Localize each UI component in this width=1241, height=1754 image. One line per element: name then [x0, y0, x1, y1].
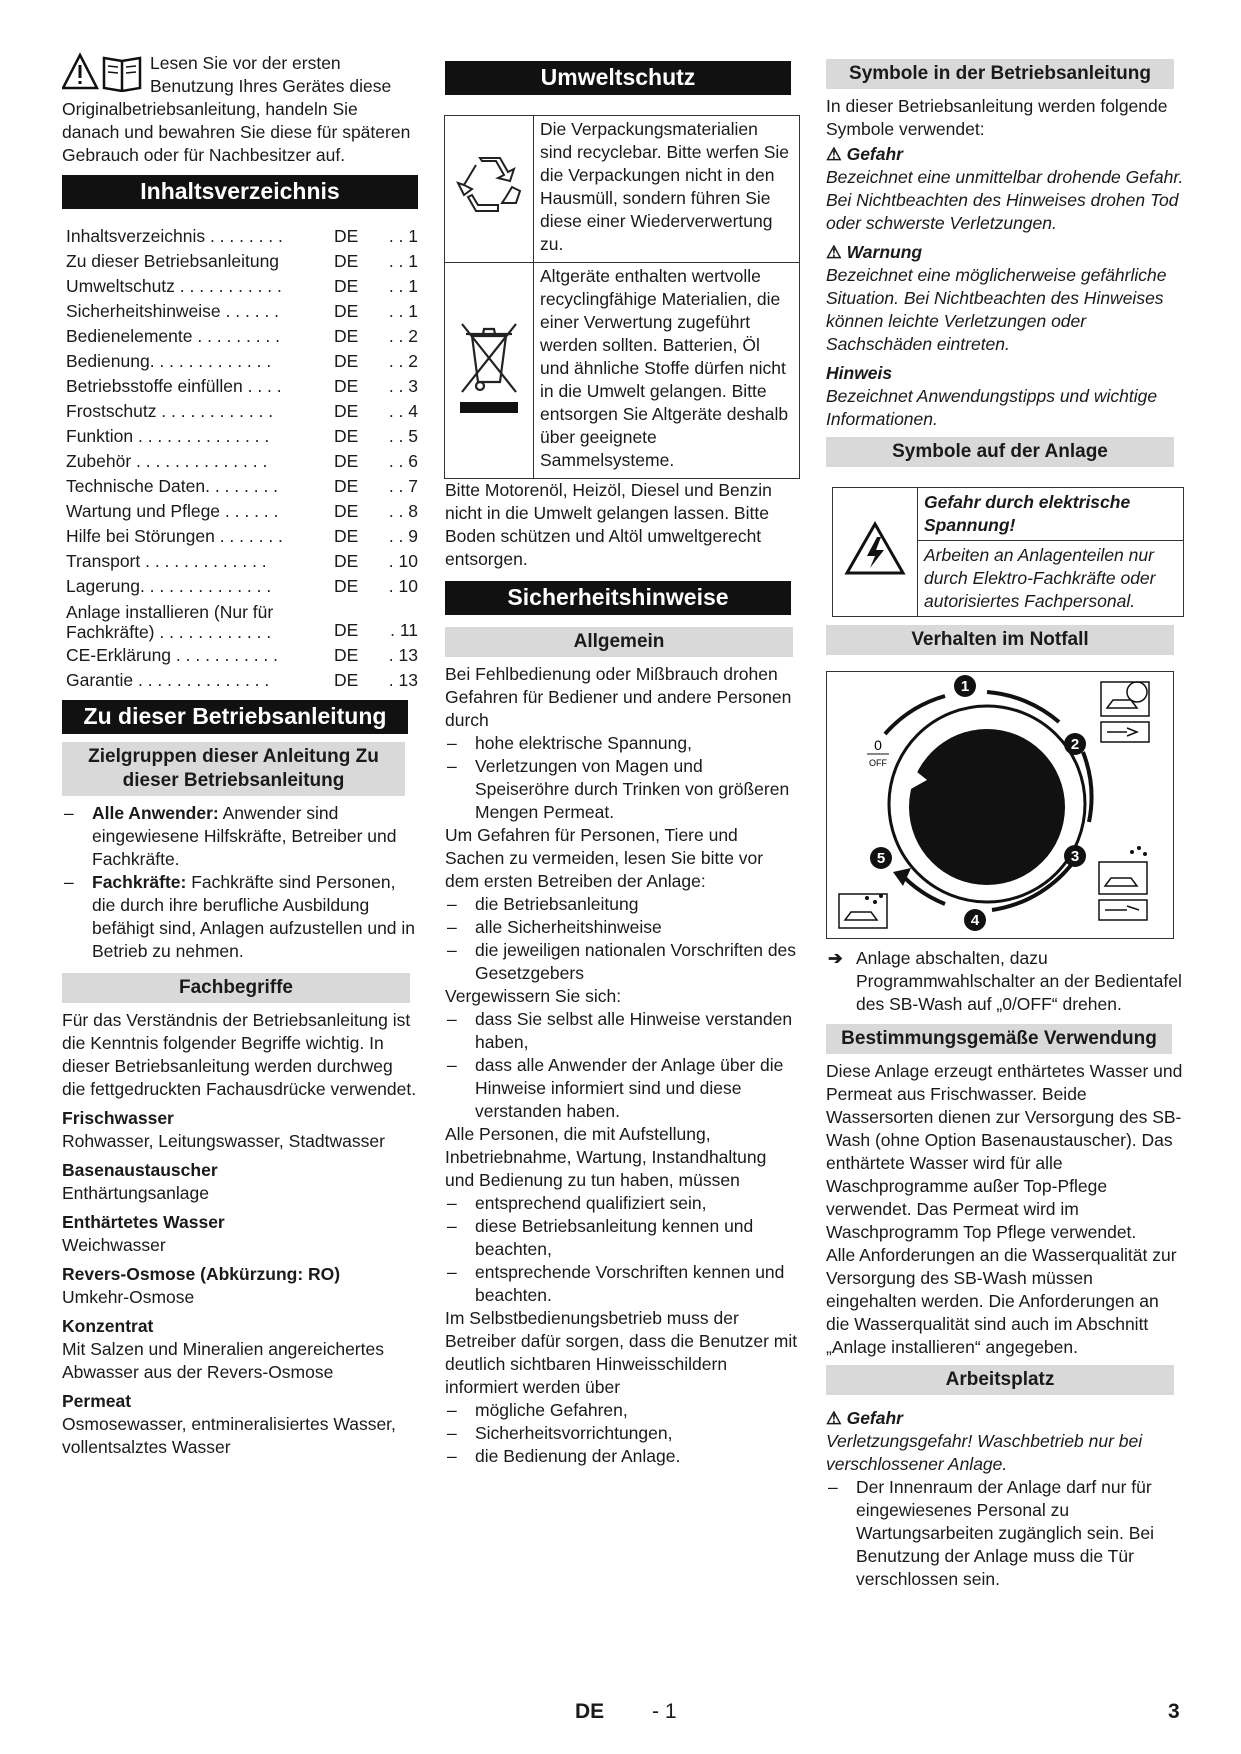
- toc-row: [66, 548, 418, 573]
- safety-list4: [445, 1192, 800, 1307]
- list-item: – dass Sie selbst alle Hinweise verstanden haben,: [445, 1008, 800, 1054]
- term-definition: Weichwasser: [62, 1235, 166, 1255]
- recycle-icon: [454, 151, 524, 221]
- workplace-danger-text: Verletzungsgefahr! Waschbetrieb nur bei verschlossener Anlage.: [826, 1431, 1143, 1474]
- toc-row: [66, 423, 418, 448]
- recycle-icon-cell: [445, 116, 534, 263]
- toc-entry-page: . 13: [388, 645, 418, 665]
- bin-icon-cell: [445, 263, 534, 479]
- toc-entry-page: . . 1: [388, 251, 418, 271]
- toc-row: [66, 448, 418, 473]
- usage-title: Bestimmungsgemäße Verwendung: [826, 1024, 1172, 1054]
- toc-entry-title: Transport . . . . . . . . . . . . .: [66, 551, 267, 571]
- safety-list5: [445, 1399, 800, 1468]
- footer-page-relative: - 1: [652, 1700, 677, 1723]
- voltage-icon-cell: [833, 488, 918, 617]
- toc-row: [66, 598, 418, 642]
- toc-entry-lang: DE: [334, 501, 359, 521]
- toc-entry-title: Technische Daten. . . . . . . .: [66, 476, 279, 496]
- list-item: – diese Betriebsanleitung kennen und beachten,: [445, 1215, 800, 1261]
- safety-p3: Vergewissern Sie sich:: [445, 986, 622, 1006]
- safety-p2: Um Gefahren für Personen, Tiere und Sachen zu vermeiden, lesen Sie bitte vor dem ersten Betreiben der Anlage:: [445, 825, 764, 891]
- toc-entry-lang: DE: [334, 326, 359, 346]
- plant-symbol-table: [832, 487, 1184, 617]
- danger-text: Bezeichnet eine unmittelbar drohende Gefahr. Bei Nichtbeachten des Hinweises drohen Tod oder schwerste Verletzungen.: [826, 167, 1184, 233]
- list-item: – die Bedienung der Anlage.: [445, 1445, 800, 1468]
- column-middle: [445, 52, 800, 1468]
- program-selector-dial: [827, 672, 1173, 938]
- list-item: – die jeweiligen nationalen Vorschriften des Gesetzgebers: [445, 939, 800, 985]
- target-groups-list: [62, 802, 418, 963]
- toc-list: [66, 223, 418, 692]
- toc-entry-lang: DE: [334, 476, 359, 496]
- safety-p1: Bei Fehlbedienung oder Mißbrauch drohen Gefahren für Bediener und andere Personen durch: [445, 664, 792, 730]
- warning-triangle-icon: ⚠: [826, 242, 842, 262]
- intro: [62, 52, 418, 167]
- toc-row: [66, 573, 418, 598]
- usage-text1: Diese Anlage erzeugt enthärtetes Wasser und Permeat aus Frischwasser. Beide Wassersorten dienen zur Versorgung des SB-Wash (ohne Option Basenaustauscher). Das enthärtete Wasser wird für alle Waschprogramme außer Top-Pflege verwendet. Das Permeat wird im Waschprogramm Top Pflege verwendet.: [826, 1061, 1183, 1242]
- toc-entry-title: Hilfe bei Störungen . . . . . . .: [66, 526, 283, 546]
- safety-p4: Alle Personen, die mit Aufstellung, Inbetriebnahme, Wartung, Instandhaltung und Bedienung zu tun haben, müssen: [445, 1124, 767, 1190]
- term-definition: Umkehr-Osmose: [62, 1287, 195, 1307]
- emergency-instruction: ➔ Anlage abschalten, dazu Programmwahlschalter an der Bedientafel des SB-Wash auf „0/OFF“ drehen.: [828, 948, 1182, 1014]
- toc-row: [66, 498, 418, 523]
- toc-entry-page: . . 9: [388, 526, 418, 546]
- toc-entry-lang: DE: [334, 526, 359, 546]
- safety-list1: [445, 732, 800, 824]
- list-item: – Alle Anwender: Anwender sind eingewiesene Hilfskräfte, Betreiber und Fachkräfte.: [62, 802, 418, 871]
- about-title: Zu dieser Betriebsanleitung: [62, 700, 408, 734]
- toc-entry-title: CE-Erklärung . . . . . . . . . . .: [66, 645, 278, 665]
- term: Revers-Osmose (Abkürzung: RO): [62, 1264, 341, 1284]
- emergency-dial-figure: [826, 671, 1174, 939]
- plant-symbol-heading: Gefahr durch elektrische Spannung!: [918, 488, 1184, 541]
- term: Konzentrat: [62, 1316, 154, 1336]
- dial-number: 3: [1070, 848, 1080, 865]
- list-item: – die Betriebsanleitung: [445, 893, 800, 916]
- toc-entry-page: . . 2: [388, 351, 418, 371]
- dial-number: 1: [960, 678, 970, 695]
- note-text: Bezeichnet Anwendungstipps und wichtige Informationen.: [826, 386, 1158, 429]
- toc-entry-title: Garantie . . . . . . . . . . . . . .: [66, 670, 270, 690]
- toc-entry-page: . . 1: [388, 276, 418, 296]
- toc-entry-title: Zu dieser Betriebsanleitung: [66, 251, 280, 271]
- toc-entry-lang: DE: [334, 376, 359, 396]
- term: Frischwasser: [62, 1108, 174, 1128]
- toc-entry-lang: DE: [334, 401, 359, 421]
- toc-entry-page: . . 2: [388, 326, 418, 346]
- warning-triangle-icon: ⚠: [826, 1408, 842, 1428]
- term-definition: Osmosewasser, entmineralisiertes Wasser, vollentsalztes Wasser: [62, 1414, 396, 1457]
- toc-row: [66, 248, 418, 273]
- toc-row: [66, 298, 418, 323]
- toc-entry-page: . . 3: [388, 376, 418, 396]
- danger-heading: ⚠ Gefahr: [826, 144, 903, 164]
- list-item: – entsprechend qualifiziert sein,: [445, 1192, 800, 1215]
- dial-number: 4: [970, 912, 980, 929]
- warning-heading: ⚠ Warnung: [826, 242, 923, 262]
- toc-entry-title: Anlage installieren (Nur für Fachkräfte) . . . . . . . . . . . .: [66, 602, 274, 642]
- toc-row: [66, 667, 418, 692]
- toc-entry-page: . . 6: [388, 451, 418, 471]
- symbols-title: Symbole in der Betriebsanleitung: [826, 59, 1174, 89]
- toc-entry-page: . 10: [388, 576, 418, 596]
- warning-text: Bezeichnet eine möglicherweise gefährliche Situation. Bei Nichtbeachten des Hinweises können leichte Verletzungen oder Sachschäden eintreten.: [826, 265, 1167, 354]
- arrow-right-icon: ➔: [828, 948, 843, 968]
- toc-entry-title: Zubehör . . . . . . . . . . . . . .: [66, 451, 268, 471]
- crossed-bin-icon: [456, 320, 522, 416]
- list-item: – Der Innenraum der Anlage darf nur für eingewiesenes Personal zu Wartungsarbeiten zugänglich sein. Bei Benutzung der Anlage muss die Tür verschlossen sein.: [826, 1476, 1186, 1591]
- toc-entry-lang: DE: [334, 620, 359, 640]
- general-title: Allgemein: [445, 627, 793, 657]
- packaging-text: Die Verpackungsmaterialien sind recyclebar. Bitte werfen Sie die Verpackungen nicht in den Hausmüll, sondern führen Sie diese einer Wiederverwertung zu.: [534, 116, 800, 263]
- env-table: [444, 115, 800, 479]
- toc-row: [66, 273, 418, 298]
- toc-entry-title: Lagerung. . . . . . . . . . . . . .: [66, 576, 272, 596]
- intro-text: Lesen Sie vor der ersten Benutzung Ihres Gerätes diese Originalbetriebsanleitung, handeln Sie danach und bewahren Sie diese für späteren Gebrauch oder für Nachbesitzer auf.: [62, 53, 411, 165]
- usage-text2: Alle Anforderungen an die Wasserqualität zur Versorgung des SB-Wash müssen eingehalten werden. Die Anforderungen an die Wasserqualität sind auch im Abschnitt „Anlage installieren“ angegeben.: [826, 1245, 1177, 1357]
- safety-list2: [445, 893, 800, 985]
- toc-entry-title: Wartung und Pflege . . . . . .: [66, 501, 279, 521]
- toc-entry-page: . . 7: [388, 476, 418, 496]
- toc-entry-title: Funktion . . . . . . . . . . . . . .: [66, 426, 270, 446]
- note-heading: Hinweis: [826, 363, 893, 383]
- toc-entry-title: Inhaltsverzeichnis . . . . . . . .: [66, 226, 283, 246]
- toc-entry-title: Betriebsstoffe einfüllen . . . .: [66, 376, 282, 396]
- toc-entry-page: . . 8: [388, 501, 418, 521]
- toc-entry-lang: DE: [334, 576, 359, 596]
- toc-entry-title: Sicherheitshinweise . . . . . .: [66, 301, 280, 321]
- toc-row: [66, 642, 418, 667]
- toc-entry-lang: DE: [334, 351, 359, 371]
- old-devices-text: Altgeräte enthalten wertvolle recyclingfähige Materialien, die einer Verwertung zugeführt werden sollten. Batterien, Öl und ähnliche Stoffe dürfen nicht in die Umwelt gelangen. Bitte entsorgen Sie Altgeräte deshalb über geeignete Sammelsysteme.: [534, 263, 800, 479]
- term-definition: Mit Salzen und Mineralien angereichertes Abwasser aus der Revers-Osmose: [62, 1339, 384, 1382]
- list-item: – hohe elektrische Spannung,: [445, 732, 800, 755]
- terms-list: [62, 1107, 418, 1459]
- toc-entry-lang: DE: [334, 451, 359, 471]
- toc-entry-title: Bedienung. . . . . . . . . . . . .: [66, 351, 272, 371]
- workplace-title: Arbeitsplatz: [826, 1365, 1174, 1395]
- column-left: [62, 52, 418, 1459]
- oils-text: Bitte Motorenöl, Heizöl, Diesel und Benzin nicht in die Umwelt gelangen lassen. Bitte Boden schützen und Altöl umweltgerecht entsorgen.: [445, 480, 772, 569]
- toc-entry-lang: DE: [334, 645, 359, 665]
- toc-title: Inhaltsverzeichnis: [62, 175, 418, 209]
- footer-lang: DE: [575, 1700, 605, 1723]
- dial-number: 5: [876, 850, 886, 867]
- workplace-list: [826, 1476, 1186, 1591]
- toc-entry-lang: DE: [334, 226, 359, 246]
- footer-page-number: 3: [1168, 1700, 1180, 1723]
- toc-entry-title: Bedienelemente . . . . . . . . .: [66, 326, 280, 346]
- env-title: Umweltschutz: [445, 61, 791, 95]
- list-item: – alle Sicherheitshinweise: [445, 916, 800, 939]
- term-definition: Enthärtungsanlage: [62, 1183, 209, 1203]
- toc-entry-lang: DE: [334, 426, 359, 446]
- list-item: – dass alle Anwender der Anlage über die Hinweise informiert sind und diese verstanden haben.: [445, 1054, 800, 1123]
- toc-row: [66, 473, 418, 498]
- symbols-intro: In dieser Betriebsanleitung werden folgende Symbole verwendet:: [826, 96, 1168, 139]
- toc-row: [66, 398, 418, 423]
- terms-title: Fachbegriffe: [62, 973, 410, 1003]
- toc-entry-title: Umweltschutz . . . . . . . . . . .: [66, 276, 282, 296]
- list-item: – Verletzungen von Magen und Speiseröhre durch Trinken von größeren Mengen Permeat.: [445, 755, 800, 824]
- plant-symbol-text: Arbeiten an Anlagenteilen nur durch Elektro-Fachkräfte oder autorisiertes Fachpersonal.: [918, 541, 1184, 617]
- term: Permeat: [62, 1391, 132, 1411]
- toc-entry-lang: DE: [334, 670, 359, 690]
- toc-entry-lang: DE: [334, 276, 359, 296]
- term-definition: Rohwasser, Leitungswasser, Stadtwasser: [62, 1131, 385, 1151]
- toc-entry-page: . . 1: [388, 226, 418, 246]
- term: Basenaustauscher: [62, 1160, 218, 1180]
- workplace-danger-heading: ⚠ Gefahr: [826, 1408, 903, 1428]
- warning-manual-icon: [62, 52, 146, 92]
- list-item: – Sicherheitsvorrichtungen,: [445, 1422, 800, 1445]
- dial-number: 2: [1070, 736, 1080, 753]
- toc-entry-page: . . 5: [388, 426, 418, 446]
- toc-entry-lang: DE: [334, 251, 359, 271]
- toc-entry-page: . . 1: [388, 301, 418, 321]
- toc-row: [66, 348, 418, 373]
- toc-entry-title: Frostschutz . . . . . . . . . . . .: [66, 401, 274, 421]
- toc-entry-lang: DE: [334, 301, 359, 321]
- list-item: – mögliche Gefahren,: [445, 1399, 800, 1422]
- toc-entry-page: . 13: [388, 670, 418, 690]
- list-item: – entsprechende Vorschriften kennen und beachten.: [445, 1261, 800, 1307]
- list-item: – Fachkräfte: Fachkräfte sind Personen, die durch ihre berufliche Ausbildung befähigt sind, Anlagen aufzustellen und in Betrieb zu nehmen.: [62, 871, 418, 963]
- high-voltage-icon: [844, 521, 906, 577]
- terms-intro: Für das Verständnis der Betriebsanleitung ist die Kenntnis folgender Begriffe wichtig. In dieser Betriebsanleitung werden durchweg die fettgedruckten Fachausdrücke verwendet.: [62, 1010, 417, 1099]
- toc-entry-lang: DE: [334, 551, 359, 571]
- dial-off-label: OFF: [869, 758, 887, 768]
- toc-row: [66, 373, 418, 398]
- warning-triangle-icon: ⚠: [826, 144, 842, 164]
- safety-title: Sicherheitshinweise: [445, 581, 791, 615]
- column-right: [826, 52, 1186, 1591]
- intro-icons: [62, 52, 146, 98]
- toc-row: [66, 523, 418, 548]
- dial-zero-label: 0: [874, 737, 882, 753]
- safety-p5: Im Selbstbedienungsbetrieb muss der Betreiber dafür sorgen, dass die Benutzer mit deutlich sichtbaren Hinweisschildern informiert werden über: [445, 1308, 798, 1397]
- plant-symbols-title: Symbole auf der Anlage: [826, 437, 1174, 467]
- emergency-title: Verhalten im Notfall: [826, 625, 1174, 655]
- safety-list3: [445, 1008, 800, 1123]
- term: Enthärtetes Wasser: [62, 1212, 225, 1232]
- toc-entry-page: . . 4: [388, 401, 418, 421]
- toc-entry-page: . 10: [388, 551, 418, 571]
- toc-row: [66, 223, 418, 248]
- target-groups-title: Zielgruppen dieser Anleitung Zu dieser Betriebsanleitung: [62, 742, 405, 796]
- toc-row: [66, 323, 418, 348]
- toc-entry-page: . 11: [390, 620, 418, 640]
